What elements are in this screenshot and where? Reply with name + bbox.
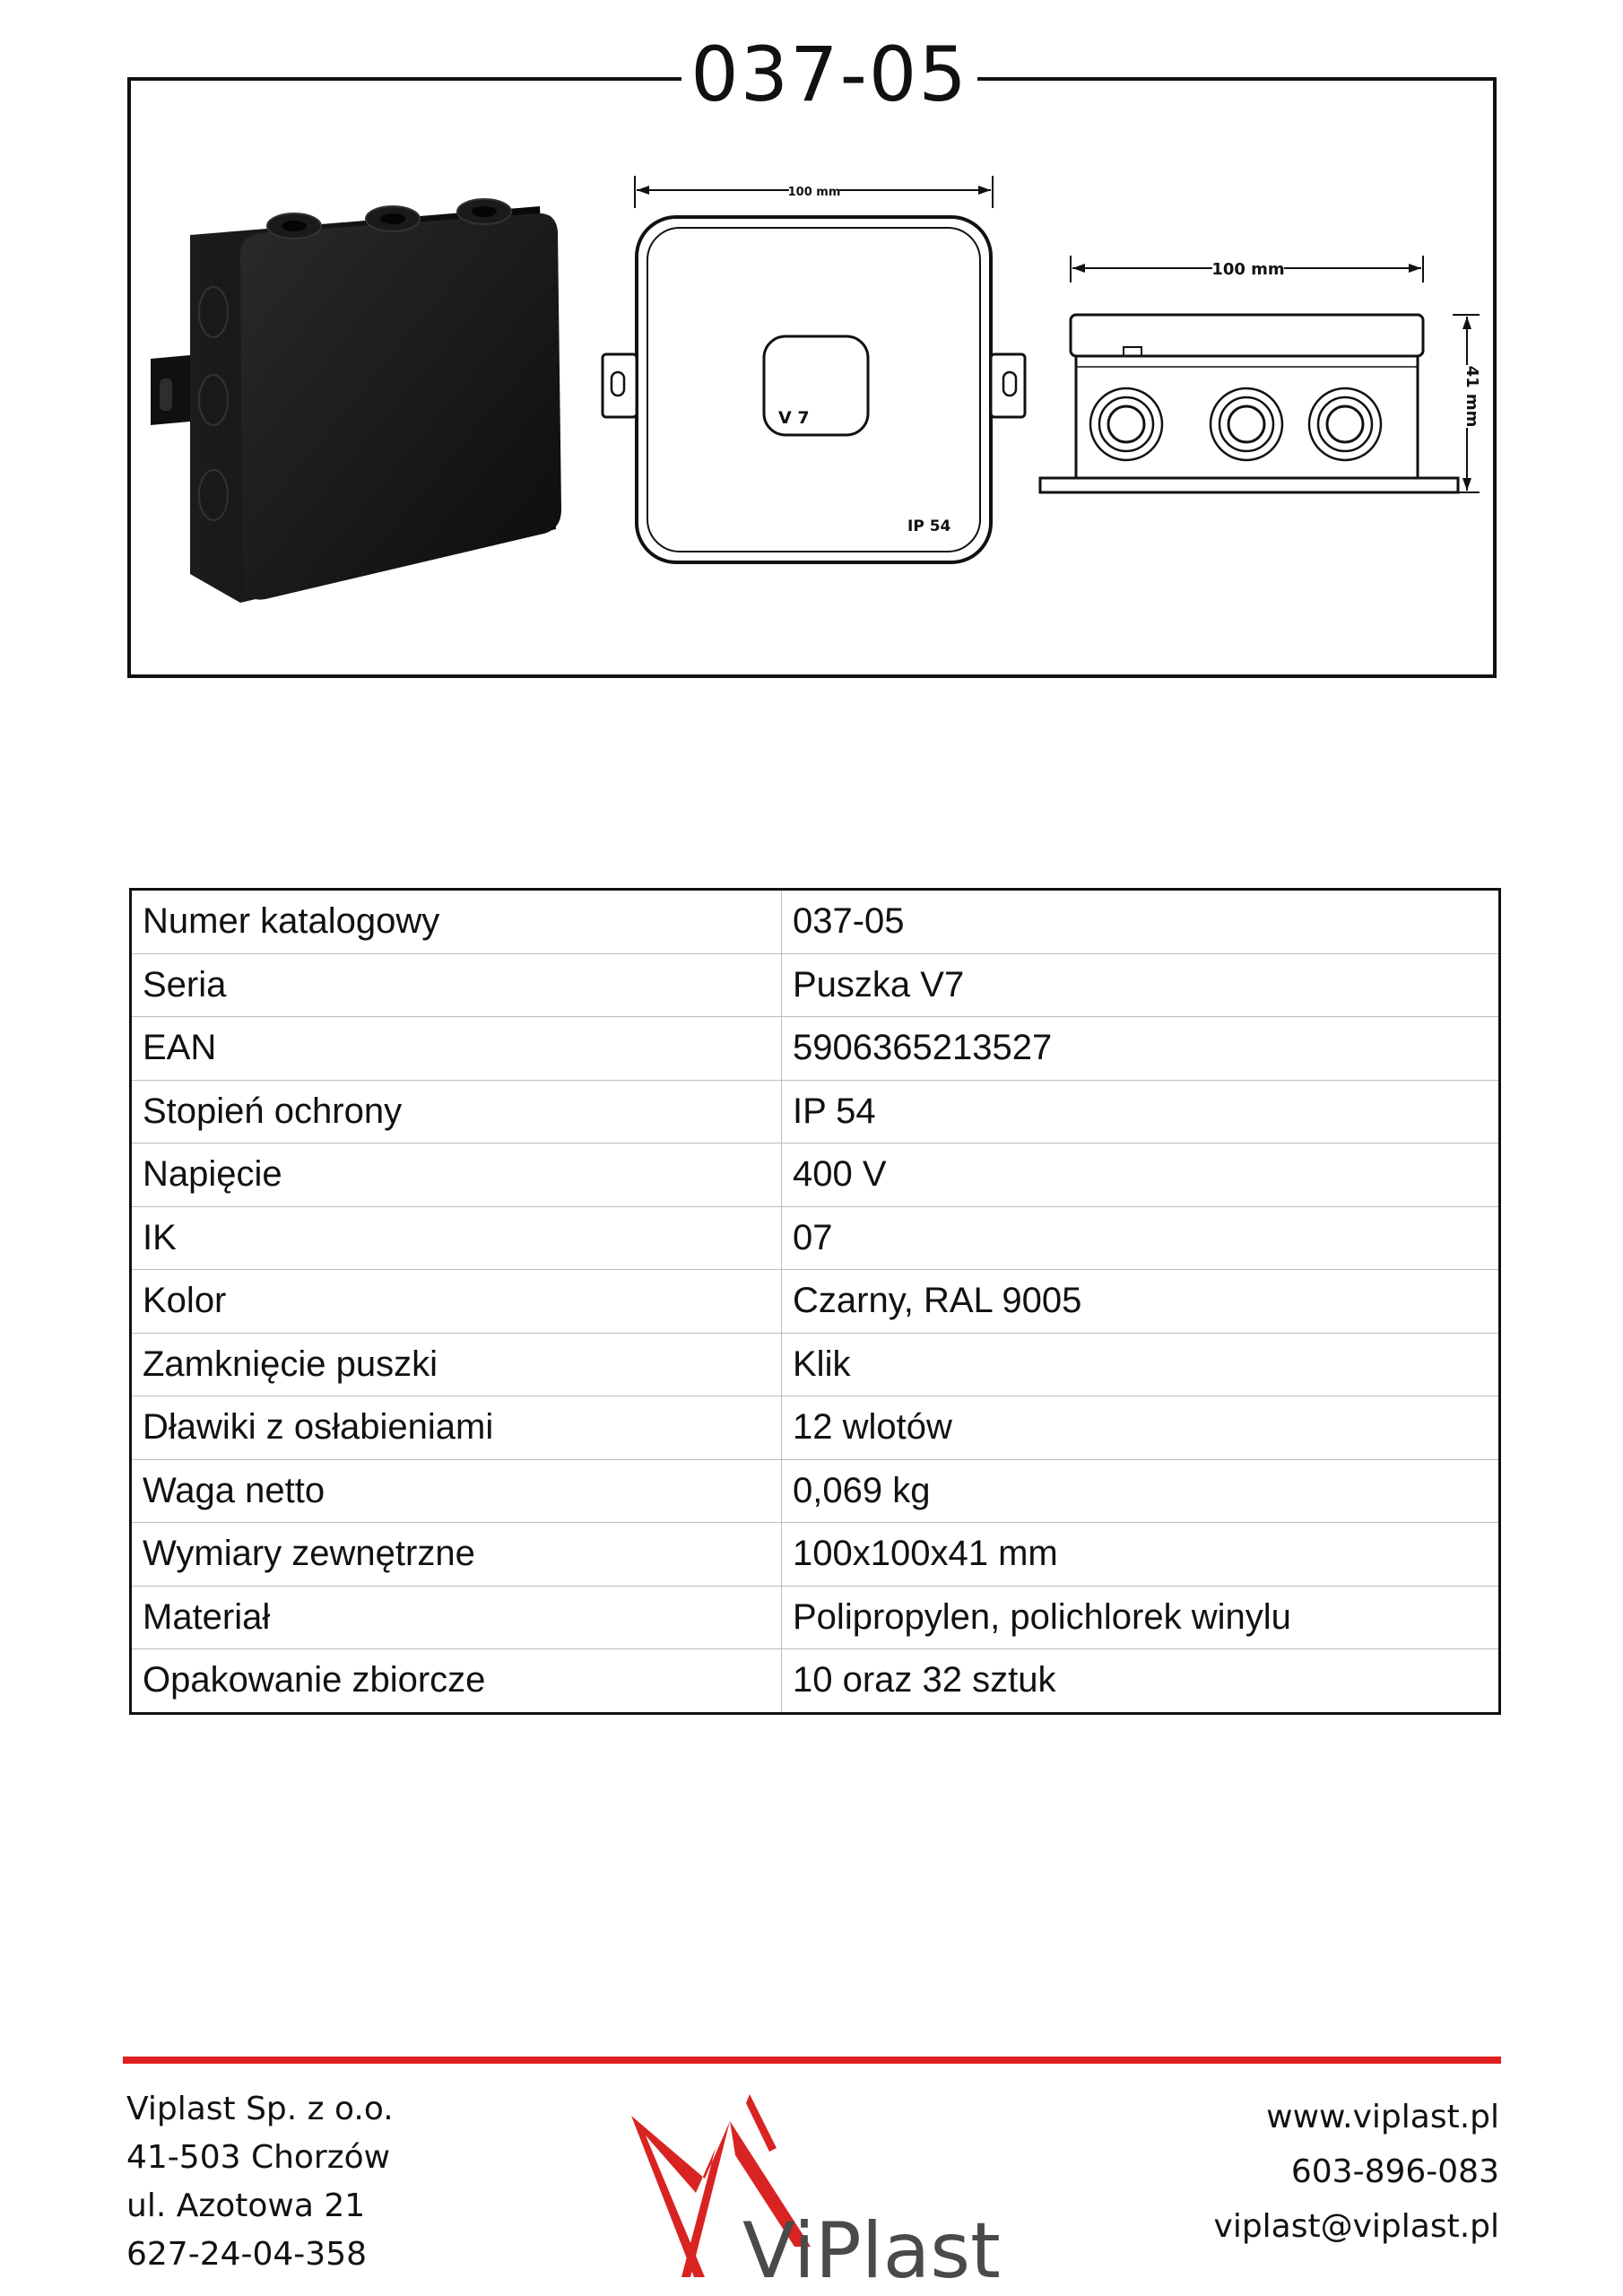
series-mark: V 7	[778, 408, 810, 428]
spec-value: 0,069 kg	[782, 1459, 1500, 1523]
spec-value: Polipropylen, polichlorek winylu	[782, 1586, 1500, 1649]
spec-value: Puszka V7	[782, 953, 1500, 1017]
spec-label: IK	[131, 1206, 782, 1270]
spec-label: Seria	[131, 953, 782, 1017]
side-view-drawing	[1031, 247, 1488, 498]
product-code-title: 037-05	[681, 25, 977, 124]
spec-row	[131, 953, 1500, 1017]
spec-value: 07	[782, 1206, 1500, 1270]
company-tax-id: 627-24-04-358	[126, 2236, 368, 2273]
product-photo	[135, 179, 574, 610]
spec-row	[131, 1017, 1500, 1081]
spec-value: 100x100x41 mm	[782, 1523, 1500, 1587]
company-contact	[1051, 2090, 1499, 2254]
spec-value: IP 54	[782, 1080, 1500, 1144]
spec-label: EAN	[131, 1017, 782, 1081]
spec-value: 12 wlotów	[782, 1396, 1500, 1460]
company-address	[126, 2085, 539, 2279]
spec-row	[131, 1459, 1500, 1523]
logo-wordmark: ViPlast	[742, 2206, 1001, 2292]
spec-row	[131, 1270, 1500, 1334]
spec-label: Dławiki z osłabieniami	[131, 1396, 782, 1460]
spec-label: Materiał	[131, 1586, 782, 1649]
spec-value: 037-05	[782, 890, 1500, 954]
side-width-label: 100 mm	[1211, 260, 1285, 279]
side-height-label: 41 mm	[1462, 365, 1481, 428]
front-width-label: 100 mm	[787, 186, 841, 199]
spec-row	[131, 1333, 1500, 1396]
spec-label: Zamknięcie puszki	[131, 1333, 782, 1396]
spec-label: Waga netto	[131, 1459, 782, 1523]
viplast-logo	[619, 2085, 1013, 2292]
spec-row	[131, 1396, 1500, 1460]
spec-row	[131, 1586, 1500, 1649]
spec-value: Klik	[782, 1333, 1500, 1396]
spec-value: 5906365213527	[782, 1017, 1500, 1081]
spec-label: Wymiary zewnętrzne	[131, 1523, 782, 1587]
ip-rating-mark: IP 54	[907, 517, 951, 535]
front-view-drawing	[592, 170, 1040, 574]
spec-value: Czarny, RAL 9005	[782, 1270, 1500, 1334]
spec-row	[131, 1523, 1500, 1587]
specification-table	[129, 888, 1501, 1715]
spec-row	[131, 1649, 1500, 1714]
spec-row	[131, 1206, 1500, 1270]
company-city: 41-503 Chorzów	[126, 2139, 391, 2176]
spec-value: 10 oraz 32 sztuk	[793, 1660, 1056, 1700]
spec-label: Opakowanie zbiorcze	[131, 1649, 782, 1714]
company-street: ul. Azotowa 21	[126, 2187, 366, 2224]
spec-row	[131, 1080, 1500, 1144]
spec-label: Napięcie	[131, 1144, 782, 1207]
spec-label: Stopień ochrony	[131, 1080, 782, 1144]
email-link[interactable]: viplast@viplast.pl	[1213, 2208, 1499, 2245]
spec-row	[131, 890, 1500, 954]
spec-row	[131, 1144, 1500, 1207]
phone-number[interactable]: 603-896-083	[1290, 2153, 1499, 2190]
company-name: Viplast Sp. z o.o.	[126, 2091, 394, 2127]
footer-divider	[123, 2057, 1501, 2064]
spec-label: Numer katalogowy	[131, 890, 782, 954]
spec-value: 400 V	[782, 1144, 1500, 1207]
spec-label: Kolor	[131, 1270, 782, 1334]
website-link[interactable]: www.viplast.pl	[1266, 2099, 1499, 2135]
